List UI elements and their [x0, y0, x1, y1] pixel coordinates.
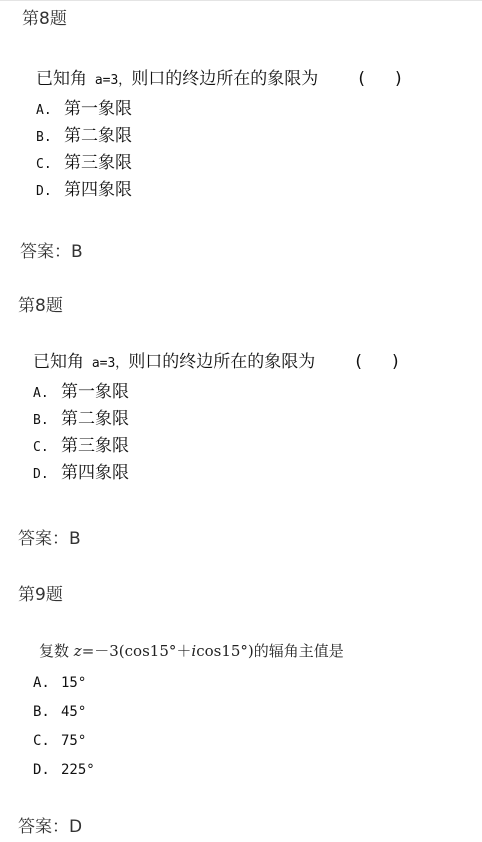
option-letter: A. — [33, 675, 50, 691]
option-text: 第二象限 — [61, 409, 129, 429]
option-text: 第三象限 — [61, 436, 129, 456]
option-letter: B. — [33, 704, 50, 720]
option-c — [33, 731, 344, 760]
option-text: 第三象限 — [64, 153, 132, 173]
answer-paren-open: ( — [355, 352, 362, 372]
option-text: 75° — [61, 733, 87, 749]
question-block — [33, 351, 399, 489]
option-b — [33, 408, 399, 435]
option-a — [33, 381, 399, 408]
option-text: 45° — [61, 704, 87, 720]
option-a — [33, 673, 344, 702]
option-letter: D. — [33, 467, 49, 482]
question-heading: 第9题 — [18, 585, 63, 605]
option-letter: D. — [33, 762, 50, 778]
option-letter: B. — [36, 130, 52, 145]
question-stem — [33, 351, 399, 375]
stem-text: 则口的终边所在的象限为 — [131, 69, 319, 89]
option-text: 第一象限 — [64, 99, 132, 119]
stem-imaginary-unit: i — [191, 642, 197, 660]
stem-text: 复数 — [39, 642, 74, 660]
question-stem — [36, 68, 402, 92]
option-text: 第四象限 — [61, 463, 129, 483]
answer-line: 答案：B — [20, 242, 83, 262]
answer-paren-close: ) — [394, 69, 402, 89]
question-heading: 第8题 — [22, 9, 67, 29]
top-divider — [0, 0, 482, 1]
answer-paren-close: ) — [391, 352, 399, 372]
option-b — [33, 702, 344, 731]
option-text: 第二象限 — [64, 126, 132, 146]
question-block — [33, 640, 344, 789]
option-letter: B. — [33, 413, 49, 428]
option-text: 第四象限 — [64, 180, 132, 200]
answer-paren-open: ( — [358, 69, 365, 89]
option-c — [36, 152, 402, 179]
option-text: 第一象限 — [61, 382, 129, 402]
stem-text: 已知角 — [33, 352, 84, 372]
stem-variable: z — [73, 642, 82, 660]
stem-text: cos15°)的辐角主值是 — [196, 642, 344, 660]
stem-text: =－3(cos15°＋ — [81, 642, 192, 660]
option-letter: A. — [36, 103, 52, 118]
stem-text: 则口的终边所在的象限为 — [128, 352, 316, 372]
option-letter: C. — [36, 157, 52, 172]
option-a — [36, 98, 402, 125]
stem-variable: a=3， — [87, 73, 132, 88]
answer-line: 答案：D — [18, 817, 83, 837]
option-d — [36, 179, 402, 206]
option-text: 15° — [61, 675, 87, 691]
stem-text: 已知角 — [36, 69, 87, 89]
question-heading: 第8题 — [18, 296, 63, 316]
option-text: 225° — [61, 762, 95, 778]
option-letter: A. — [33, 386, 49, 401]
question-block — [36, 68, 402, 206]
stem-variable: a=3， — [84, 356, 129, 371]
option-letter: C. — [33, 733, 50, 749]
option-letter: D. — [36, 184, 52, 199]
option-b — [36, 125, 402, 152]
option-d — [33, 462, 399, 489]
option-c — [33, 435, 399, 462]
option-letter: C. — [33, 440, 49, 455]
option-d — [33, 760, 344, 789]
question-stem — [33, 640, 344, 662]
answer-line: 答案：B — [18, 529, 81, 549]
